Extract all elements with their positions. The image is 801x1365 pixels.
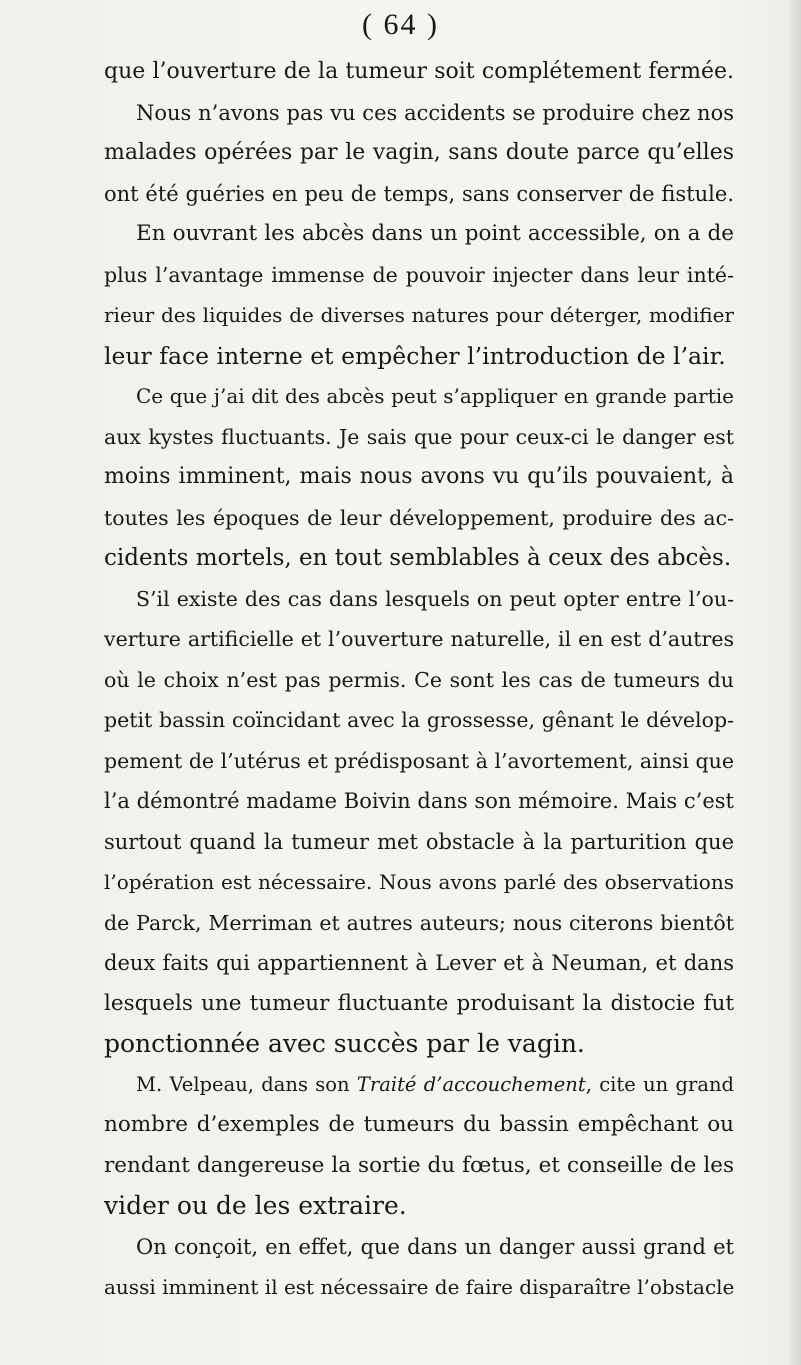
body-text (104, 52, 734, 1308)
text-line: lesquels une tumeur fluctuante produisant la distocie fut (104, 990, 734, 1016)
text-line: toutes les époques de leur développement, produire des ac- (104, 505, 734, 530)
text-line: rendant dangereuse la sortie du fœtus, et conseille de les (104, 1152, 734, 1178)
page-number: ( 64 ) (362, 8, 439, 41)
text-line: Nous n’avons pas vu ces accidents se produire chez nos (136, 100, 734, 125)
text-line: cidents mortels, en tout semblables à ceux des abcès. (104, 545, 732, 571)
text-line: S’il existe des cas dans lesquels on peut opter entre l’ou- (136, 586, 734, 611)
text-line: malades opérées par le vagin, sans doute parce qu’elles (104, 140, 734, 165)
text-line: petit bassin coïncidant avec la grossesse, gênant le dévelop- (104, 708, 734, 732)
text-line: rieur des liquides de diverses natures pour déterger, modifier (104, 303, 734, 327)
text-line: On conçoit, en effet, que dans un danger aussi grand et (136, 1234, 734, 1259)
text-line: l’opération est nécessaire. Nous avons parlé des observations (104, 870, 734, 894)
text-line: vider ou de les extraire. (104, 1191, 407, 1220)
text-line: plus l’avantage immense de pouvoir injecter dans leur inté- (104, 262, 734, 287)
text-line: de Parck, Merriman et autres auteurs; nous citerons bientôt (104, 910, 734, 935)
text-line: nombre d’exemples de tumeurs du bassin empêchant ou (104, 1112, 734, 1137)
page-edge-shadow (787, 0, 801, 1365)
text-line: leur face interne et empêcher l’introduction de l’air. (104, 341, 726, 370)
text-line: l’a démontré madame Boivin dans son mémoire. Mais c’est (104, 789, 734, 813)
text-line: ont été guéries en peu de temps, sans conserver de fistule. (104, 181, 734, 206)
text-line: verture artificielle et l’ouverture naturelle, il en est d’autres (104, 627, 734, 651)
text-line: En ouvrant les abcès dans un point accessible, on a de (136, 221, 734, 246)
text-line: surtout quand la tumeur met obstacle à la parturition que (104, 829, 734, 854)
text-line: M. Velpeau, dans son Traité d’accouchement, cite un grand (136, 1072, 734, 1096)
text-line: moins imminent, mais nous avons vu qu’ils pouvaient, à (104, 464, 734, 489)
text-line: pement de l’utérus et prédisposant à l’avortement, ainsi que (104, 748, 734, 773)
text-line: où le choix n’est pas permis. Ce sont les cas de tumeurs du (104, 667, 734, 692)
text-line: aux kystes fluctuants. Je sais que pour ceux-ci le danger est (104, 424, 734, 449)
text-line: deux faits qui appartiennent à Lever et à Neuman, et dans (104, 951, 734, 975)
book-title: Traité d’accouchement (356, 1072, 586, 1096)
text-line: aussi imminent il est nécessaire de faire disparaître l’obstacle (104, 1275, 735, 1299)
text-line: Ce que j’ai dit des abcès peut s’appliquer en grande partie (136, 384, 734, 408)
text-line: ponctionnée avec succès par le vagin. (104, 1029, 585, 1058)
text-line: que l’ouverture de la tumeur soit complétement fermée. (104, 59, 734, 84)
